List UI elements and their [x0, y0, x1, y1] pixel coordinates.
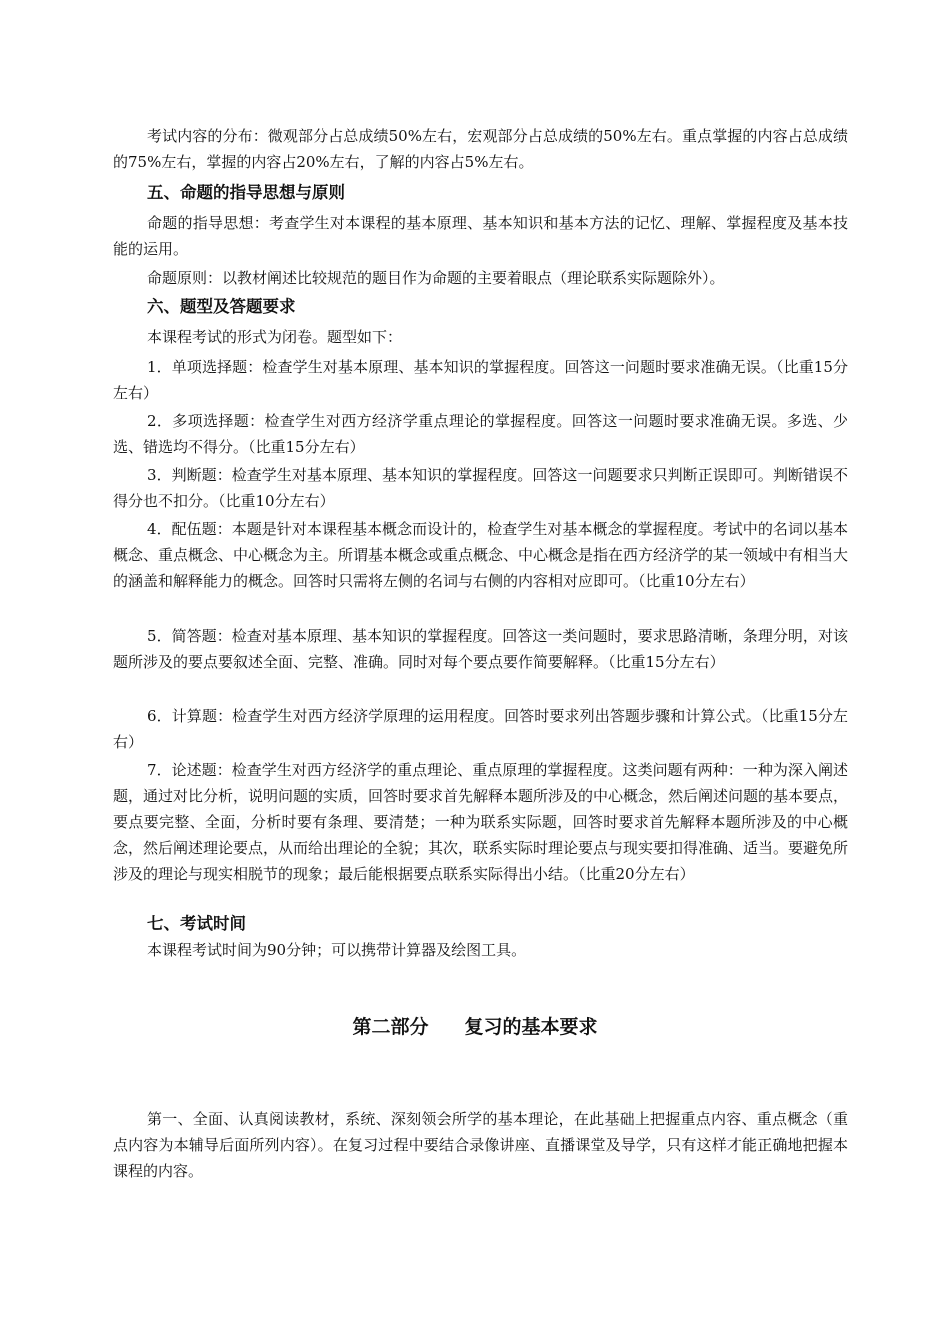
section-five-heading: 五、命题的指导思想与原则 [147, 183, 345, 202]
question-type-7: 7．论述题：检查学生对西方经济学的重点理论、重点原理的掌握程度。这类问题有两种：一种为深入阐述题，通过对比分析，说明问题的实质，回答时要求首先解释本题所涉及的中心概念，然后阐述问题的基本要点，要点要完整、全面，分析时要有条理、要清楚；一种为联系实际题，回答时要求首先解释本题所涉及的中心概念，然后阐述理论要点，从而给出理论的全貌；其次，联系实际时理论要点与现实要扣得准确、适当。要避免所涉及的理论与现实相脱节的现象；最后能根据要点联系实际得出小结。（比重20分左右） [113, 761, 849, 883]
part-two-title [0, 1012, 950, 1042]
principle-paragraph: 命题原则：以教材阐述比较规范的题目作为命题的主要着眼点（理论联系实际题除外）。 [147, 269, 725, 287]
question-type-6: 6．计算题：检查学生对西方经济学原理的运用程度。回答时要求列出答题步骤和计算公式。（比重15分左右） [113, 707, 848, 751]
section-six-heading: 六、题型及答题要求 [147, 297, 296, 316]
review-first-paragraph: 第一、全面、认真阅读教材，系统、深刻领会所学的基本理论，在此基础上把握重点内容、重点概念（重点内容为本辅导后面所列内容）。在复习过程中要结合录像讲座、直播课堂及导学，只有这样才能正确地把握本课程的内容。 [113, 1110, 848, 1180]
question-type-4: 4．配伍题：本题是针对本课程基本概念而设计的，检查学生对基本概念的掌握程度。考试中的名词以基本概念、重点概念、中心概念为主。所谓基本概念或重点概念、中心概念是指在西方经济学的某一领域中有相当大的涵盖和解释能力的概念。回答时只需将左侧的名词与右侧的内容相对应即可。（比重10分左右） [113, 520, 849, 590]
exam-form-paragraph: 本课程考试的形式为闭卷。题型如下： [147, 328, 403, 346]
part-label: 第二部分 [352, 1016, 429, 1038]
exam-time-paragraph: 本课程考试时间为90分钟；可以携带计算器及绘图工具。 [147, 941, 527, 959]
question-type-5: 5．简答题：检查对基本原理、基本知识的掌握程度。回答这一类问题时，要求思路清晰，条理分明，对该题所涉及的要点要叙述全面、完整、准确。同时对每个要点要作简要解释。（比重15分左右） [113, 627, 848, 671]
question-type-2: 2．多项选择题：检查学生对西方经济学重点理论的掌握程度。回答这一问题时要求准确无误。多选、少选、错选均不得分。（比重15分左右） [113, 412, 848, 456]
question-type-3: 3．判断题：检查学生对基本原理、基本知识的掌握程度。回答这一问题要求只判断正误即可。判断错误不得分也不扣分。（比重10分左右） [113, 466, 848, 510]
distribution-paragraph: 考试内容的分布：微观部分占总成绩50%左右，宏观部分占总成绩的50%左右。重点掌握的内容占总成绩的75%左右，掌握的内容占20%左右，了解的内容占5%左右。 [113, 127, 848, 171]
guiding-thought-paragraph: 命题的指导思想：考查学生对本课程的基本原理、基本知识和基本方法的记忆、理解、掌握程度及基本技能的运用。 [113, 214, 848, 258]
question-type-1: 1．单项选择题：检查学生对基本原理、基本知识的掌握程度。回答这一问题时要求准确无误。（比重15分左右） [113, 358, 848, 402]
section-seven-heading: 七、考试时间 [147, 914, 246, 933]
part-name: 复习的基本要求 [464, 1016, 598, 1038]
